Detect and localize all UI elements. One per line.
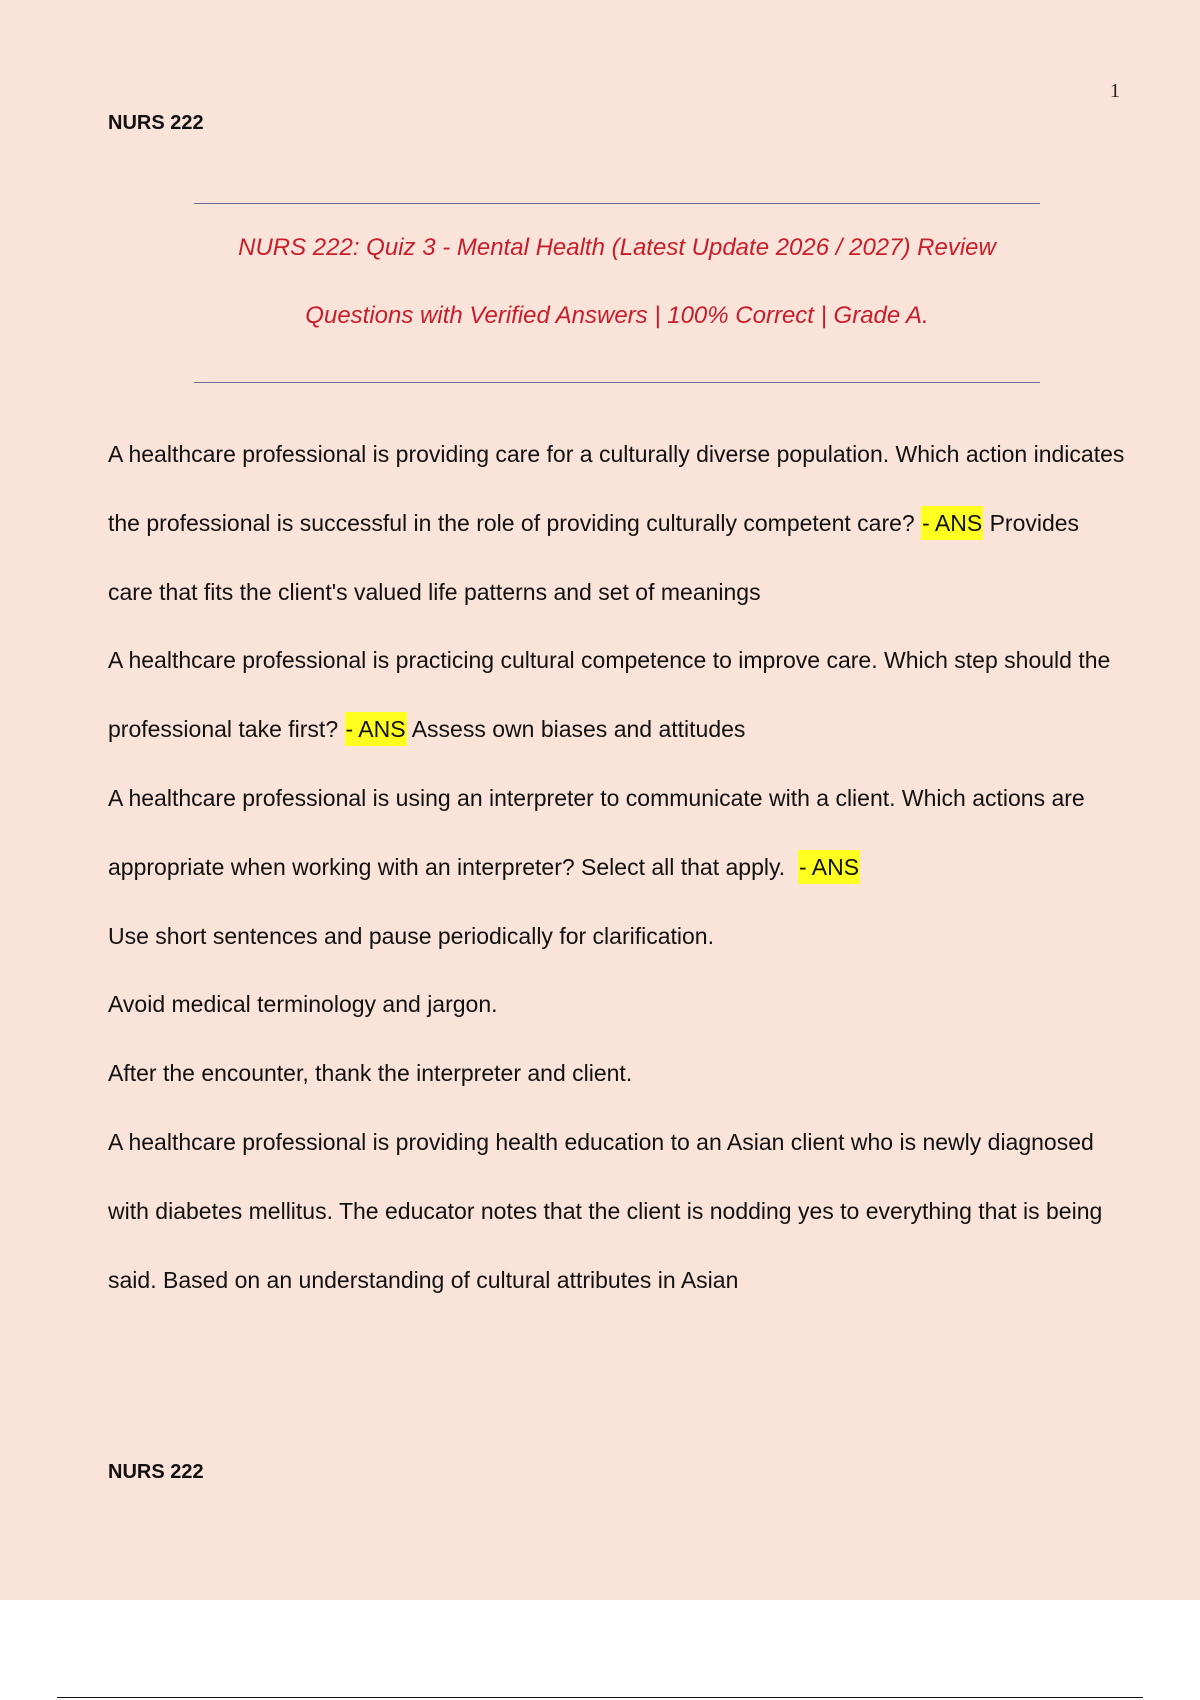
answer-text: Assess own biases and attitudes: [411, 716, 746, 743]
question-text: A healthcare professional is providing health education to an Asian client who is newly diagnosed with diabetes mellitus. The educator notes that the client is nodding yes to everything that is being said. Based on an understanding of cultural attributes in Asian: [108, 1128, 1103, 1293]
document-title-line-2: Questions with Verified Answers | 100% Correct | Grade A.: [305, 302, 929, 329]
next-page-top-rule: [57, 1697, 1143, 1698]
question-text: A healthcare professional is using an interpreter to communicate with a client. Which actions are appropriate when working with an interpreter? Select all that apply.: [108, 784, 1085, 880]
answer-marker: - ANS: [345, 712, 407, 746]
qa-item-4: [108, 1108, 1128, 1314]
title-top-rule: [194, 203, 1040, 204]
answer-line: After the encounter, thank the interpreter and client.: [108, 1060, 633, 1087]
qa-content: [108, 420, 1128, 1314]
qa-item-2: [108, 626, 1128, 764]
answer-line: Use short sentences and pause periodically for clarification.: [108, 922, 714, 949]
question-text: A healthcare professional is practicing cultural competence to improve care. Which step should the professional take first?: [108, 647, 1111, 743]
qa-item-3: [108, 764, 1128, 902]
qa-item-1: [108, 420, 1128, 626]
answer-text: Provides care that fits the client's valued life patterns and set of meanings: [108, 509, 1080, 605]
title-bottom-rule: [194, 382, 1040, 383]
page-number: 1: [1110, 80, 1120, 102]
answer-marker: - ANS: [921, 506, 983, 540]
question-text: A healthcare professional is providing care for a culturally diverse population. Which action indicates the professional is successful in the role of providing culturally competent care?: [108, 441, 1125, 536]
document-title-line-1: NURS 222: Quiz 3 - Mental Health (Latest Update 2026 / 2027) Review: [238, 234, 996, 261]
footer-course-label: NURS 222: [108, 1461, 204, 1483]
header-course-label: NURS 222: [108, 112, 204, 134]
answer-line: Avoid medical terminology and jargon.: [108, 991, 498, 1018]
answer-marker: - ANS: [798, 850, 860, 884]
